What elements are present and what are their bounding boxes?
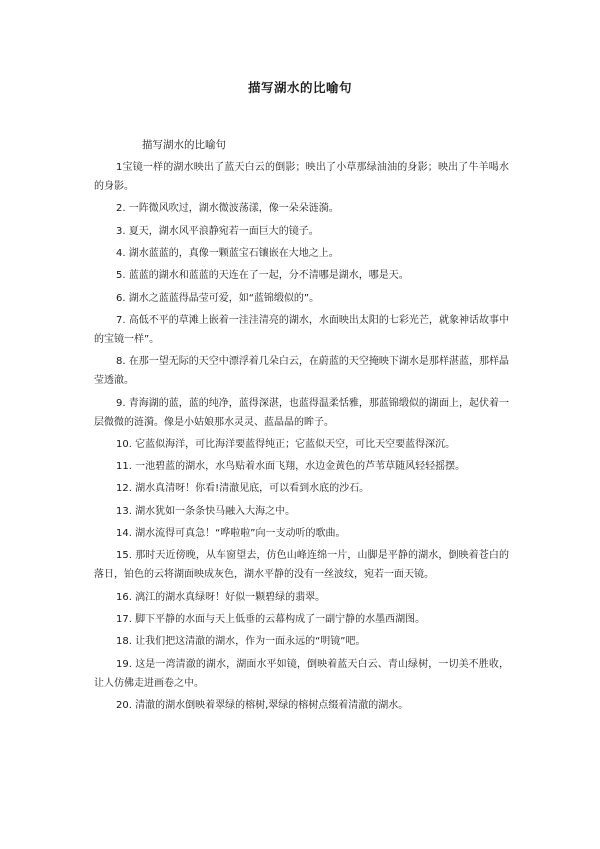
sentence-item: 19. 这是一湾清澈的湖水，湖面水平如镜，倒映着蓝天白云、青山绿树，一切美不胜收，让人仿佛走进画卷之中。 bbox=[94, 658, 509, 689]
sentence-item: 4. 湖水蓝蓝的，真像一颗蓝宝石镶嵌在大地之上。 bbox=[116, 247, 339, 259]
sentence-list bbox=[94, 158, 509, 718]
sentence-item: 7. 高低不平的草滩上嵌着一洼洼清亮的湖水，水面映出太阳的七彩光芒，就象神话故事中的宝镜一样”。 bbox=[94, 314, 509, 345]
sentence-item: 8. 在那一望无际的天空中漂浮着几朵白云，在蔚蓝的天空掩映下湖水是那样湛蓝，那样晶莹透澈。 bbox=[94, 356, 509, 387]
sentence-item: 5. 蓝蓝的湖水和蓝蓝的天连在了一起，分不清哪是湖水，哪是天。 bbox=[116, 270, 409, 282]
sentence-item: 11. 一池碧蓝的湖水，水鸟贴着水面飞翔，水边金黄色的芦苇草随风轻轻摇摆。 bbox=[116, 461, 466, 473]
sentence-item: 18. 让我们把这清澈的湖水，作为一面永远的“明镜”吧。 bbox=[116, 636, 366, 648]
sentence-item: 15. 那时天近傍晚，从车窗望去，仿色山峰连绵一片，山脚是平静的湖水，倒映着苍白的落日，铂色的云将湖面映成灰色，湖水平静的没有一丝波纹，宛若一面天镜。 bbox=[94, 550, 509, 581]
sentence-item: 2. 一阵微风吹过，湖水微波荡漾，像一朵朵涟漪。 bbox=[116, 203, 339, 215]
sentence-item: 13. 湖水犹如一条条快马融入大海之中。 bbox=[116, 505, 296, 517]
sentence-item: 6. 湖水之蓝蓝得晶莹可爱，如“蓝锦缎似的”。 bbox=[116, 292, 320, 304]
document-title: 描写湖水的比喻句 bbox=[247, 80, 352, 95]
sentence-item: 16. 漓江的湖水真绿呀！好似一颗碧绿的翡翠。 bbox=[116, 591, 326, 603]
document-subtitle: 描写湖水的比喻句 bbox=[142, 139, 226, 151]
sentence-item: 20. 清澈的湖水倒映着翠绿的榕树,翠绿的榕树点缀着清澈的湖水。 bbox=[116, 699, 409, 711]
sentence-item: 12. 湖水真清呀！你看!清澈见底，可以看到水底的沙石。 bbox=[116, 483, 370, 495]
sentence-item: 14. 湖水流得可真急！“哗啦啦”向一支动听的歌曲。 bbox=[116, 528, 346, 540]
sentence-item: 17. 脚下平静的水面与天上低垂的云幕构成了一副宁静的水墨西湖图。 bbox=[116, 613, 426, 625]
sentence-item: 9. 青海湖的蓝，蓝的纯净，蓝得深湛，也蓝得温柔恬雅，那蓝锦缎似的湖面上，起伏着一层微微的涟漪。像是小姑娘那水灵灵、蓝晶晶的眸子。 bbox=[94, 397, 509, 428]
sentence-item: 10. 它蓝似海洋，可比海洋要蓝得纯正；它蓝似天空，可比天空要蓝得深沉。 bbox=[116, 438, 456, 450]
sentence-item: 1宝镜一样的湖水映出了蓝天白云的倒影；映出了小草那绿油油的身影；映出了牛羊喝水的身影。 bbox=[94, 162, 509, 193]
sentence-item: 3. 夏天，湖水风平浪静宛若一面巨大的镜子。 bbox=[116, 225, 319, 237]
